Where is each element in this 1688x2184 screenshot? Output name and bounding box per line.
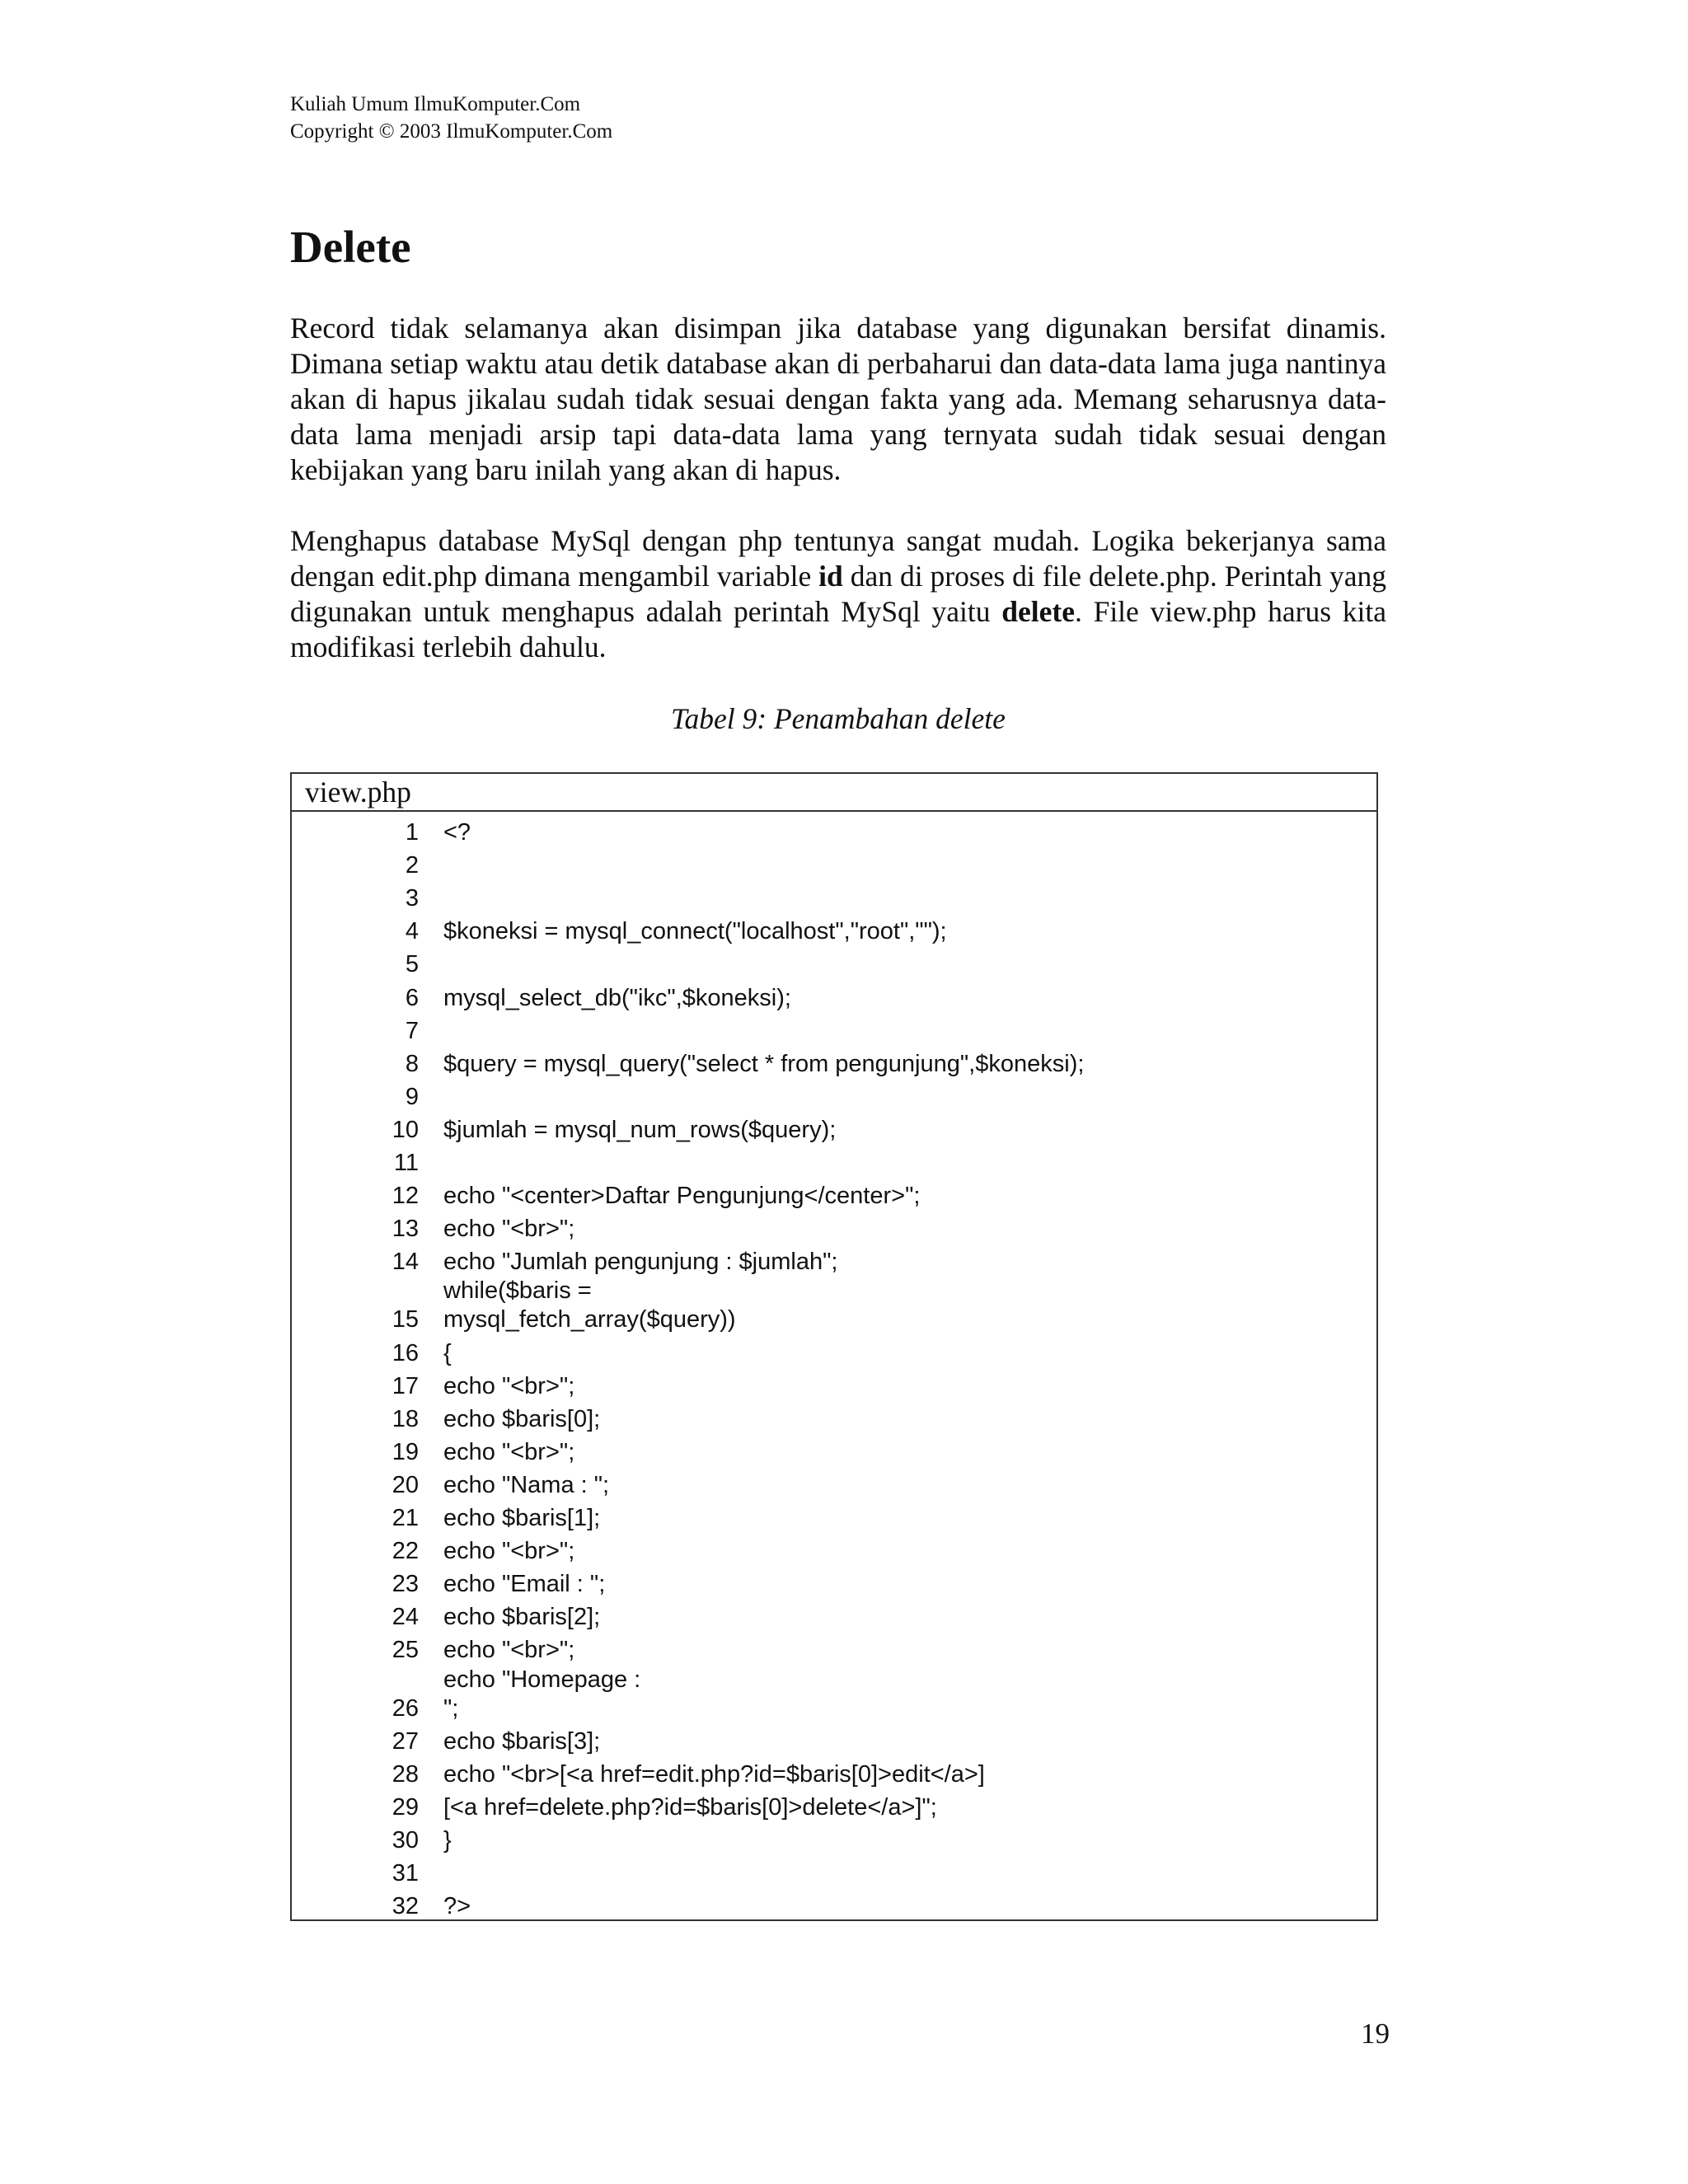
code-listing-table	[290, 772, 1378, 1921]
code-line: mysql_fetch_array($query))	[443, 1306, 736, 1333]
line-number: 27	[392, 1727, 419, 1755]
line-number: 14	[392, 1249, 419, 1276]
line-number: 8	[405, 1050, 419, 1077]
line-number: 15	[392, 1306, 419, 1333]
line-number: 30	[392, 1826, 419, 1854]
line-number: 28	[392, 1760, 419, 1788]
line-number: 19	[392, 1438, 419, 1465]
line-number: 26	[392, 1694, 419, 1722]
header-course-line: Kuliah Umum IlmuKomputer.Com	[290, 93, 581, 115]
line-number: 7	[405, 1017, 419, 1044]
code-line: <?	[443, 819, 471, 846]
code-line: echo "<center>Daftar Pengunjung</center>";	[443, 1183, 921, 1210]
code-filename: view.php	[292, 774, 1376, 812]
intro-paragraph: Record tidak selamanya akan disimpan jika database yang digunakan bersifat dinamis. Dimana setiap waktu atau detik database akan di perbaharui dan data-data lama juga nantinya akan di hapus jikalau sudah tidak sesuai dengan fakta yang ada. Memang seharusnya data-data lama menjadi arsip tapi data-data lama yang ternyata sudah tidak sesuai dengan kebijakan yang baru inilah yang akan di hapus.	[290, 312, 1386, 486]
line-number: 17	[392, 1372, 419, 1399]
page-header	[290, 91, 612, 145]
line-number: 23	[392, 1571, 419, 1598]
code-line: echo "Homepage :	[443, 1666, 641, 1693]
line-number: 6	[405, 984, 419, 1011]
bold-term-id: id	[818, 560, 843, 593]
paragraph-text: . File view.php harus kita modifikasi terlebih dahulu.	[290, 595, 1386, 663]
bold-term-delete: delete	[1001, 595, 1075, 628]
line-number: 25	[392, 1637, 419, 1664]
code-line: echo "<br>";	[443, 1216, 575, 1243]
line-number: 16	[392, 1339, 419, 1366]
code-line: while($baris =	[443, 1277, 592, 1305]
table-caption: Tabel 9: Penambahan delete	[671, 702, 1006, 735]
line-number: 21	[392, 1505, 419, 1531]
line-number: 3	[405, 885, 419, 912]
code-line: mysql_select_db("ikc",$koneksi);	[443, 984, 791, 1011]
section-title: Delete	[290, 222, 411, 272]
header-copyright-line: Copyright © 2003 IlmuKomputer.Com	[290, 120, 613, 143]
line-number: 31	[392, 1860, 419, 1886]
line-number: 2	[405, 852, 419, 879]
code-line: echo "<br>";	[443, 1538, 575, 1565]
line-number: 18	[392, 1405, 419, 1432]
line-number: 11	[393, 1150, 419, 1176]
line-number: 9	[405, 1083, 419, 1110]
code-line: {	[443, 1339, 452, 1366]
code-line: echo "Email : ";	[443, 1571, 606, 1598]
line-number: 1	[405, 819, 419, 846]
paragraph-text: dan di proses di file delete.php. Perintah yang digunakan untuk menghapus adalah perintah MySql yaitu	[290, 560, 1386, 628]
code-line: ";	[443, 1694, 459, 1722]
code-line: echo $baris[1];	[443, 1505, 601, 1531]
code-line: ?>	[443, 1893, 471, 1920]
code-line: echo $baris[2];	[443, 1604, 601, 1631]
line-number: 32	[392, 1893, 419, 1920]
line-number: 29	[392, 1793, 419, 1821]
code-line: echo $baris[0];	[443, 1405, 601, 1432]
line-number: 24	[392, 1604, 419, 1631]
code-line: echo "<br>";	[443, 1438, 575, 1465]
code-line: echo "<br>";	[443, 1637, 575, 1664]
line-number: 4	[405, 918, 419, 945]
code-line: echo "<br>";	[443, 1372, 575, 1399]
paragraph-text: Menghapus database MySql dengan php tentunya sangat mudah. Logika bekerjanya sama dengan edit.php dimana mengambil variable	[290, 524, 1386, 593]
line-number: 12	[392, 1183, 419, 1210]
code-line: echo "Jumlah pengunjung : $jumlah";	[443, 1249, 838, 1276]
code-line: echo "Nama : ";	[443, 1471, 610, 1498]
code-line: $jumlah = mysql_num_rows($query);	[443, 1116, 837, 1143]
line-number: 5	[405, 951, 419, 978]
line-number: 10	[392, 1116, 419, 1143]
code-line: $query = mysql_query("select * from pengunjung",$koneksi);	[443, 1050, 1085, 1077]
page-number: 19	[1361, 2018, 1390, 2050]
code-line: }	[443, 1826, 452, 1854]
method-paragraph	[290, 523, 1386, 665]
code-line: $koneksi = mysql_connect("localhost","root","");	[443, 918, 947, 945]
code-line: echo $baris[3];	[443, 1727, 601, 1755]
code-line: [<a href=delete.php?id=$baris[0]>delete</a>]";	[443, 1793, 937, 1821]
line-number: 13	[392, 1216, 419, 1243]
line-number: 22	[392, 1538, 419, 1565]
line-number: 20	[392, 1471, 419, 1498]
code-line: echo "<br>[<a href=edit.php?id=$baris[0]>edit</a>]	[443, 1760, 985, 1788]
